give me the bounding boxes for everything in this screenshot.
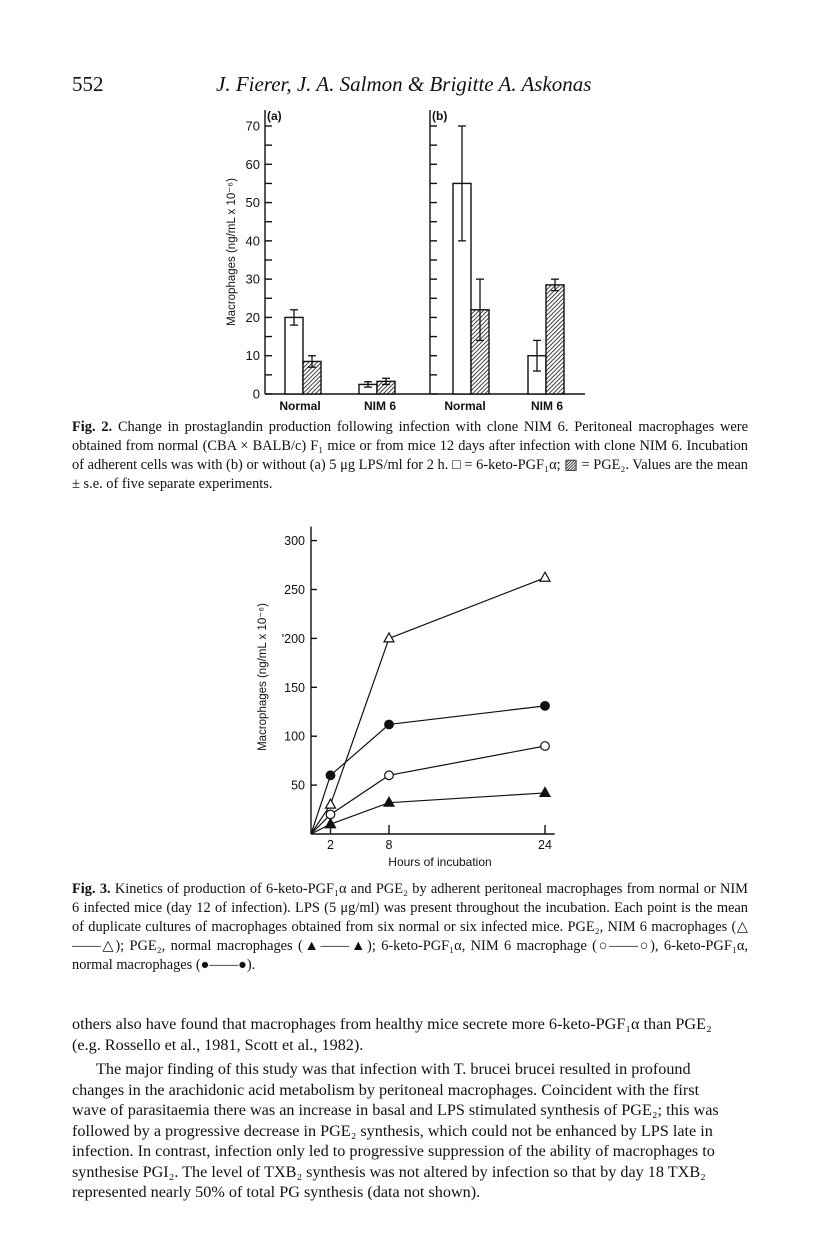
text-line: changes in the arachidonic acid metabolism by peritoneal macrophages. Coincident with the first: [72, 1080, 700, 1099]
paragraph-2: [72, 1059, 748, 1203]
fig3-data-point-open-circle: [541, 742, 550, 751]
fig3-data-point-open-circle: [326, 810, 335, 819]
fig3-y-tick-label: 250: [284, 583, 305, 597]
fig3-data-point-filled-triangle: [384, 797, 394, 806]
fig3-y-axis-label: Macrophages (ng/mL x 10⁻⁶): [257, 603, 269, 751]
fig3-series-line: [311, 793, 545, 834]
fig2-category-label: Normal: [444, 399, 486, 413]
fig3-x-tick-label: 8: [385, 838, 393, 852]
fig3-y-tick-label: 100: [284, 729, 305, 744]
fig3-y-tick-label: 50: [291, 778, 305, 793]
text-line: followed by a progressive decrease in PGE₂ synthesis, which could not be enhanced by LPS late in: [72, 1121, 713, 1140]
fig3-caption-label: Fig. 3.: [72, 881, 111, 897]
text-line: The major finding of this study was that infection with T. brucei brucei resulted in profound: [96, 1060, 691, 1078]
fig3-caption-text: Kinetics of production of 6-keto-PGF₁α and PGE₂ by adherent peritoneal macrophages from normal or NIM 6 infected mice (day 12 of infection). LPS (5 μg/ml) was present throughout the incubation. Each point is the mean of duplicate cultures of macrophages obtained from six normal or six infected mice. PGE₂, NIM 6 macrophages (△——△); PGE₂, normal macrophages (▲——▲); 6-keto-PGF₁α, NIM 6 macrophage (○——○), 6-keto-PGF₁α, normal macrophages (●——●).: [72, 881, 748, 973]
fig3-y-tick-label: 150: [284, 680, 305, 695]
running-authors: J. Fierer, J. A. Salmon & Brigitte A. Askonas: [216, 72, 592, 96]
figure-3-caption: [72, 880, 748, 975]
fig3-y-tick-label: '200: [281, 631, 305, 646]
text-line: synthesise PGI₂. The level of TXB₂ synthesis was not altered by infection so that by day 18 TXB₂: [72, 1162, 706, 1181]
fig3-x-tick-label: 2: [327, 838, 334, 852]
fig2-y-tick-label: 30: [245, 271, 260, 287]
text-line: others also have found that macrophages from healthy mice secrete more 6-keto-PGF₁α than PGE₂: [72, 1015, 712, 1033]
fig2-y-tick-label: 70: [245, 118, 260, 134]
text-line: infection. In contrast, infection only led to progressive suppression of the ability of macrophages to: [72, 1142, 715, 1160]
fig2-category-label: NIM 6: [530, 399, 564, 413]
fig3-data-point-open-circle: [385, 771, 394, 780]
fig2-y-tick-label: 20: [245, 309, 260, 325]
fig3-data-point-open-triangle: [540, 572, 550, 581]
fig2-y-tick-label: 10: [245, 348, 260, 364]
fig3-data-point-filled-triangle: [540, 787, 550, 796]
fig2-y-tick-label: 60: [245, 156, 260, 172]
fig2-y-axis-label: Macrophages (ng/mL x 10⁻⁶): [226, 178, 238, 326]
fig2-category-label: NIM 6: [363, 399, 397, 413]
fig3-data-point-filled-circle: [326, 771, 335, 780]
fig3-series-line: [311, 706, 545, 834]
paragraph-1: [72, 1014, 748, 1055]
text-line: represented nearly 50% of total PG synthesis (data not shown).: [72, 1183, 481, 1201]
fig2-category-label: Normal: [279, 399, 321, 413]
text-line: wave of parasitaemia there was an increase in basal and LPS stimulated synthesis of PGE₂; this was: [72, 1101, 719, 1119]
fig2-y-tick-label: 0: [252, 386, 260, 402]
fig3-data-point-open-triangle: [326, 799, 336, 808]
page-number: 552: [72, 72, 104, 96]
fig2-caption-text: Change in prostaglandin production following infection with clone NIM 6. Peritoneal macrophages were obtained from normal (CBA × BALB/c) F₁ mice or from mice 12 days after infection with clone NIM 6. Incubation of adherent cells was with (b) or without (a) 5 μg LPS/ml for 2 h. □ = 6-keto-PGF₁α; ▨ = PGE₂. Values are the mean ± s.e. of five separate experiments.: [72, 419, 748, 492]
fig3-x-axis-label: Hours of incubation: [388, 855, 492, 869]
text-line: (e.g. Rossello et al., 1981, Scott et al., 1982).: [72, 1035, 364, 1054]
fig2-panel-b-label: (b): [432, 109, 448, 123]
fig3-data-point-filled-circle: [541, 702, 550, 711]
body-text: [72, 1014, 748, 1203]
fig2-y-tick-label: 40: [245, 233, 260, 249]
fig3-x-tick-label: 24: [538, 838, 552, 852]
fig2-caption-label: Fig. 2.: [72, 419, 113, 435]
fig3-y-tick-label: 300: [284, 534, 305, 549]
fig2-y-tick-label: 50: [245, 195, 260, 211]
fig3-data-point-filled-circle: [385, 720, 394, 729]
fig2-panel-a-label: (a): [267, 109, 282, 123]
